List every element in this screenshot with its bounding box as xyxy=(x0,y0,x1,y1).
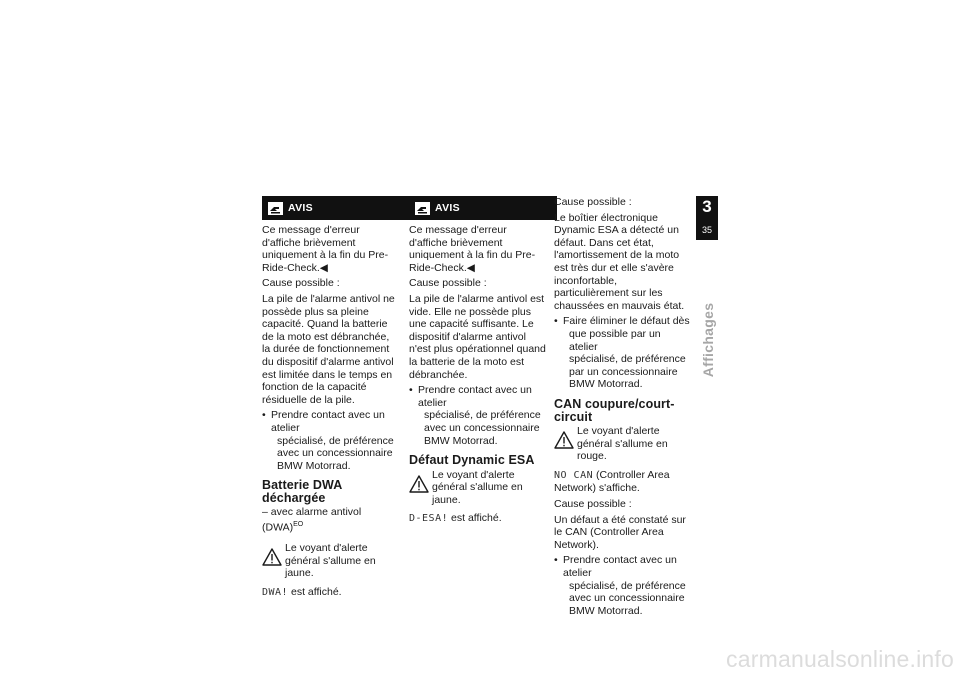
warning-block xyxy=(409,469,547,507)
bullet-line: BMW Motorrad. xyxy=(569,604,643,617)
warning-text: Le voyant d'alerte général s'allume en rouge. xyxy=(577,425,668,463)
bullet-text: Prendre contact avec un atelier xyxy=(418,384,532,409)
warning-triangle-icon xyxy=(409,475,429,493)
list-item: • Prendre contact avec un atelier spécialisé, de préférence avec un concessionnaire BMW Motorrad. xyxy=(409,384,547,447)
option-superscript: EO xyxy=(293,521,304,529)
bullet-line: BMW Motorrad. xyxy=(424,434,498,447)
cause-label: Cause possible : xyxy=(409,277,487,290)
section-label: Affichages xyxy=(700,302,716,378)
notice-text: Ce message d'erreur d'affiche brièvement uniquement à la fin du Pre-Ride-Check.◀ xyxy=(409,224,536,274)
display-code: D-ESA! xyxy=(409,513,449,525)
warning-block xyxy=(554,425,692,463)
column-3 xyxy=(554,196,692,620)
notice-text: Ce message d'erreur d'affiche brièvement uniquement à la fin du Pre-Ride-Check.◀ xyxy=(262,224,389,274)
column-1 xyxy=(262,196,400,603)
display-code: NO CAN xyxy=(554,469,594,481)
bullet-line: spécialisé, de préférence xyxy=(569,579,686,592)
option-line: – avec alarme antivol (DWA)$^{EO}$ xyxy=(262,506,362,534)
warning-text: Le voyant d'alerte général s'allume en jaune. xyxy=(432,468,523,506)
display-suffix: est affiché. xyxy=(288,585,342,598)
bullet-line: que possible par un atelier xyxy=(569,327,661,353)
warning-triangle-icon xyxy=(262,548,282,566)
cause-label: Cause possible : xyxy=(262,277,340,290)
warning-triangle-icon xyxy=(554,431,574,449)
display-code: DWA! xyxy=(262,586,289,598)
bullet-line: spécialisé, de préférence xyxy=(277,434,394,447)
bullet-text: Prendre contact avec un atelier xyxy=(563,554,677,580)
bullet-line: spécialisé, de préférence xyxy=(569,353,686,366)
bullet-text: Prendre contact avec un atelier xyxy=(271,409,385,434)
display-suffix: est affiché. xyxy=(448,512,502,525)
list-item: • Faire éliminer le défaut dès que possible par un atelier spécialisé, de préférence par un concessionnaire BMW Motorrad. xyxy=(554,315,692,391)
warning-text: Le voyant d'alerte général s'allume en jaune. xyxy=(285,542,376,580)
bullet-line: avec un concessionnaire xyxy=(569,592,685,605)
bullet-line: par un concessionnaire xyxy=(569,365,678,378)
watermark: carmanualsonline.info xyxy=(726,646,954,672)
display-line xyxy=(554,469,692,495)
notice-label: AVIS xyxy=(435,201,460,214)
bullet-line: spécialisé, de préférence xyxy=(424,409,541,422)
warning-block xyxy=(262,542,400,580)
bullet-line: BMW Motorrad. xyxy=(277,459,351,472)
column-2 xyxy=(409,196,547,529)
notice-box-header xyxy=(262,196,410,220)
page-number: 35 xyxy=(701,225,712,235)
cause-label: Cause possible : xyxy=(554,498,632,511)
list-item: • Prendre contact avec un atelier spécialisé, de préférence avec un concessionnaire BMW Motorrad. xyxy=(262,409,400,472)
notice-box-header xyxy=(409,196,557,220)
section-heading: Défaut Dynamic ESA xyxy=(409,453,535,468)
notice-label: AVIS xyxy=(288,201,313,214)
bullet-line: avec un concessionnaire xyxy=(277,447,393,460)
chapter-tab xyxy=(696,196,718,240)
bullet-line: BMW Motorrad. xyxy=(569,378,643,391)
notice-hand-icon xyxy=(415,202,430,215)
cause-text: La pile de l'alarme antivol est vide. Elle ne possède plus une capacité suffisante. Le dispositif d'alarme antivol n'est plus opérationnel quand la batterie de la moto est débranchée. xyxy=(409,292,546,381)
cause-label: Cause possible : xyxy=(554,196,632,208)
cause-text: La pile de l'alarme antivol ne possède plus sa pleine capacité. Quand la batterie de la moto est débranchée, la durée de fonctionnement du dispositif d'alarme antivol est limitée dans le temps en fonction de la capacité résiduelle de la pile. xyxy=(262,292,395,406)
option-text: avec alarme antivol (DWA) xyxy=(262,506,362,534)
cause-text: Un défaut a été constaté sur le CAN (Controller Area Network). xyxy=(554,513,686,551)
section-heading: Batterie DWA déchargée xyxy=(262,478,342,505)
cause-text: Le boîtier électronique Dynamic ESA a détecté un défaut. Dans cet état, l'amortissement de la moto est très dur et elle s'avère inconfortable, particulièrement sur les chaussées en mauvais état. xyxy=(554,211,685,312)
list-item: • Prendre contact avec un atelier spécialisé, de préférence avec un concessionnaire BMW Motorrad. xyxy=(554,554,692,617)
bullet-text: Faire éliminer le défaut dès xyxy=(563,315,690,328)
section-heading: CAN coupure/court-circuit xyxy=(554,396,675,424)
bullet-line: avec un concessionnaire xyxy=(424,421,540,434)
notice-hand-icon xyxy=(268,202,283,215)
display-line xyxy=(409,512,547,526)
chapter-number: 3 xyxy=(702,197,712,216)
display-suffix: (Controller Area Network) s'affiche. xyxy=(554,468,670,495)
display-line xyxy=(262,586,400,600)
